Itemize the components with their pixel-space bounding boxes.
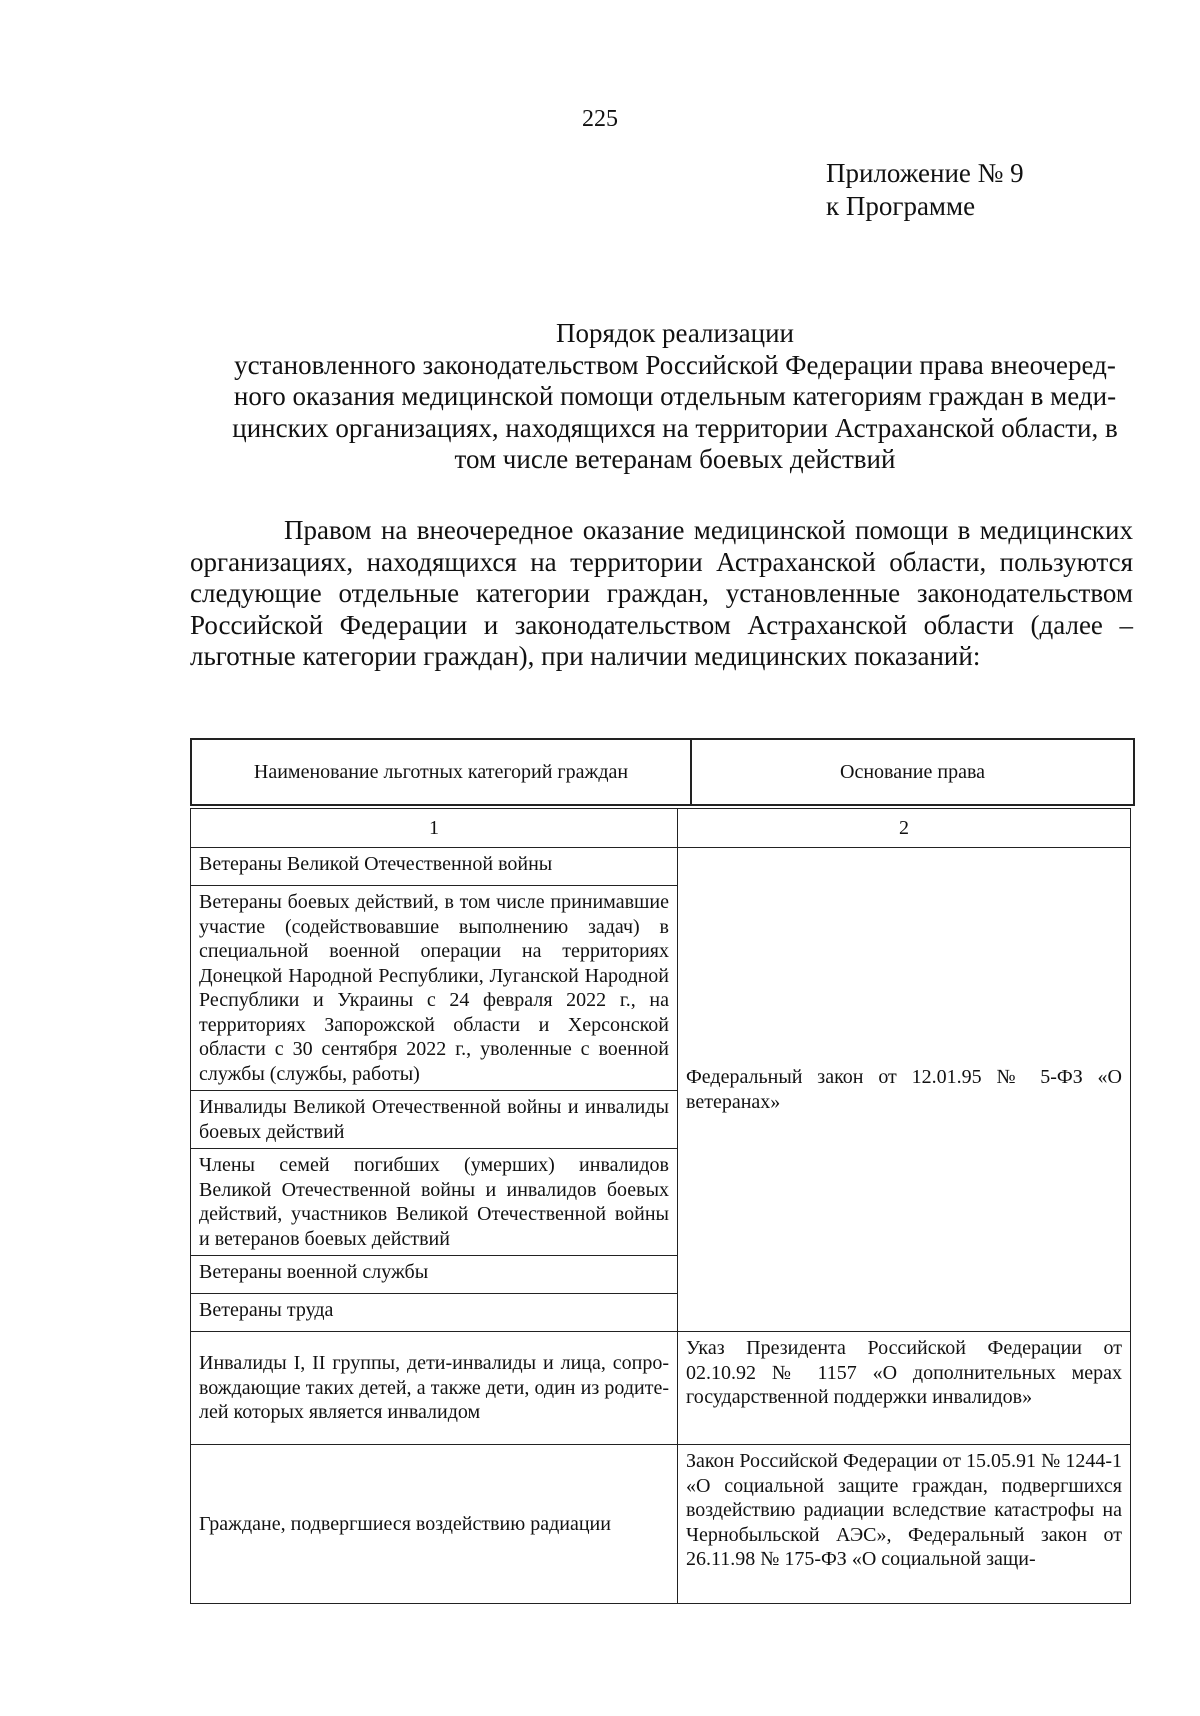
column-number-1: 1 (191, 809, 678, 848)
header-basis: Основание права (691, 739, 1134, 805)
table-row (191, 809, 1131, 848)
page-number: 225 (582, 106, 618, 132)
basis-cell-radiation: Закон Российской Федерации от 15.05.91 № 1244-1 «О социальной защите граждан, подвергшихся воздействию радиации вследствие катастрофы на Чернобыльской АЭС», Федеральный закон от 26.11.98 № 175-ФЗ «О социальной защи- (678, 1445, 1131, 1604)
basis-cell-veterans: Федеральный закон от 12.01.95 № 5-ФЗ «О ветеранах» (678, 848, 1131, 1332)
categories-table (190, 808, 1131, 1604)
appendix-number: Приложение № 9 (826, 158, 1024, 188)
category-cell: Инвалиды Великой Отечественной войны и инвалиды боевых действий (191, 1091, 678, 1149)
title-line-1: Порядок реализации (556, 318, 794, 348)
intro-paragraph: Правом на внеочередное оказание медицинской помощи в медицинских организациях, находящихся на территории Астраханской области, пользуются следующие отдельные категории граждан, установленные законодательством Российской Федерации и законодательством Астраханской области (далее – льготные категории граждан), при наличии медицинских показаний: (190, 515, 1133, 671)
category-cell: Инвалиды I, II группы, дети-инвалиды и лица, сопровождающие таких детей, а также дети, один из родителей которых является инвалидом (191, 1332, 678, 1445)
category-cell: Ветераны труда (191, 1294, 678, 1332)
title-rest: установленного законодательством Российской Федерации права внеочередного оказания медицинской помощи отдельным категориям граждан в медицинских организациях, находящихся на территории Астраханской области, в том числе ветеранам боевых действий (232, 349, 1118, 474)
appendix-header (826, 157, 1024, 223)
appendix-program: к Программе (826, 191, 976, 221)
table-row (191, 848, 1131, 886)
category-cell: Ветераны Великой Отечественной войны (191, 848, 678, 886)
category-cell: Граждане, подвергшиеся воздействию радиации (191, 1445, 678, 1604)
table-row (191, 1445, 1131, 1604)
column-number-2: 2 (678, 809, 1131, 848)
table-header (190, 738, 1135, 806)
table-row (191, 1332, 1131, 1445)
document-title (215, 318, 1135, 476)
category-cell: Ветераны боевых действий, в том числе принимавшие участие (содействовавшие выполнению задач) в специальной военной операции на территориях Донецкой Народной Республики, Луганской Народной Республики и Украины с 24 февраля 2022 г., на территориях Запорожской области и Херсонской области с 30 сентября 2022 г., уволенные с военной службы (службы, работы) (191, 886, 678, 1091)
category-cell: Ветераны военной службы (191, 1256, 678, 1294)
basis-cell-disabled: Указ Президента Российской Федерации от 02.10.92 № 1157 «О дополнительных мерах государственной поддержки инвалидов» (678, 1332, 1131, 1445)
category-cell: Члены семей погибших (умерших) инвалидов Великой Отечественной войны и инвалидов боевых действий, участников Великой Отечественной войны и ветеранов боевых действий (191, 1149, 678, 1256)
header-category: Наименование льготных категорий граждан (191, 739, 691, 805)
